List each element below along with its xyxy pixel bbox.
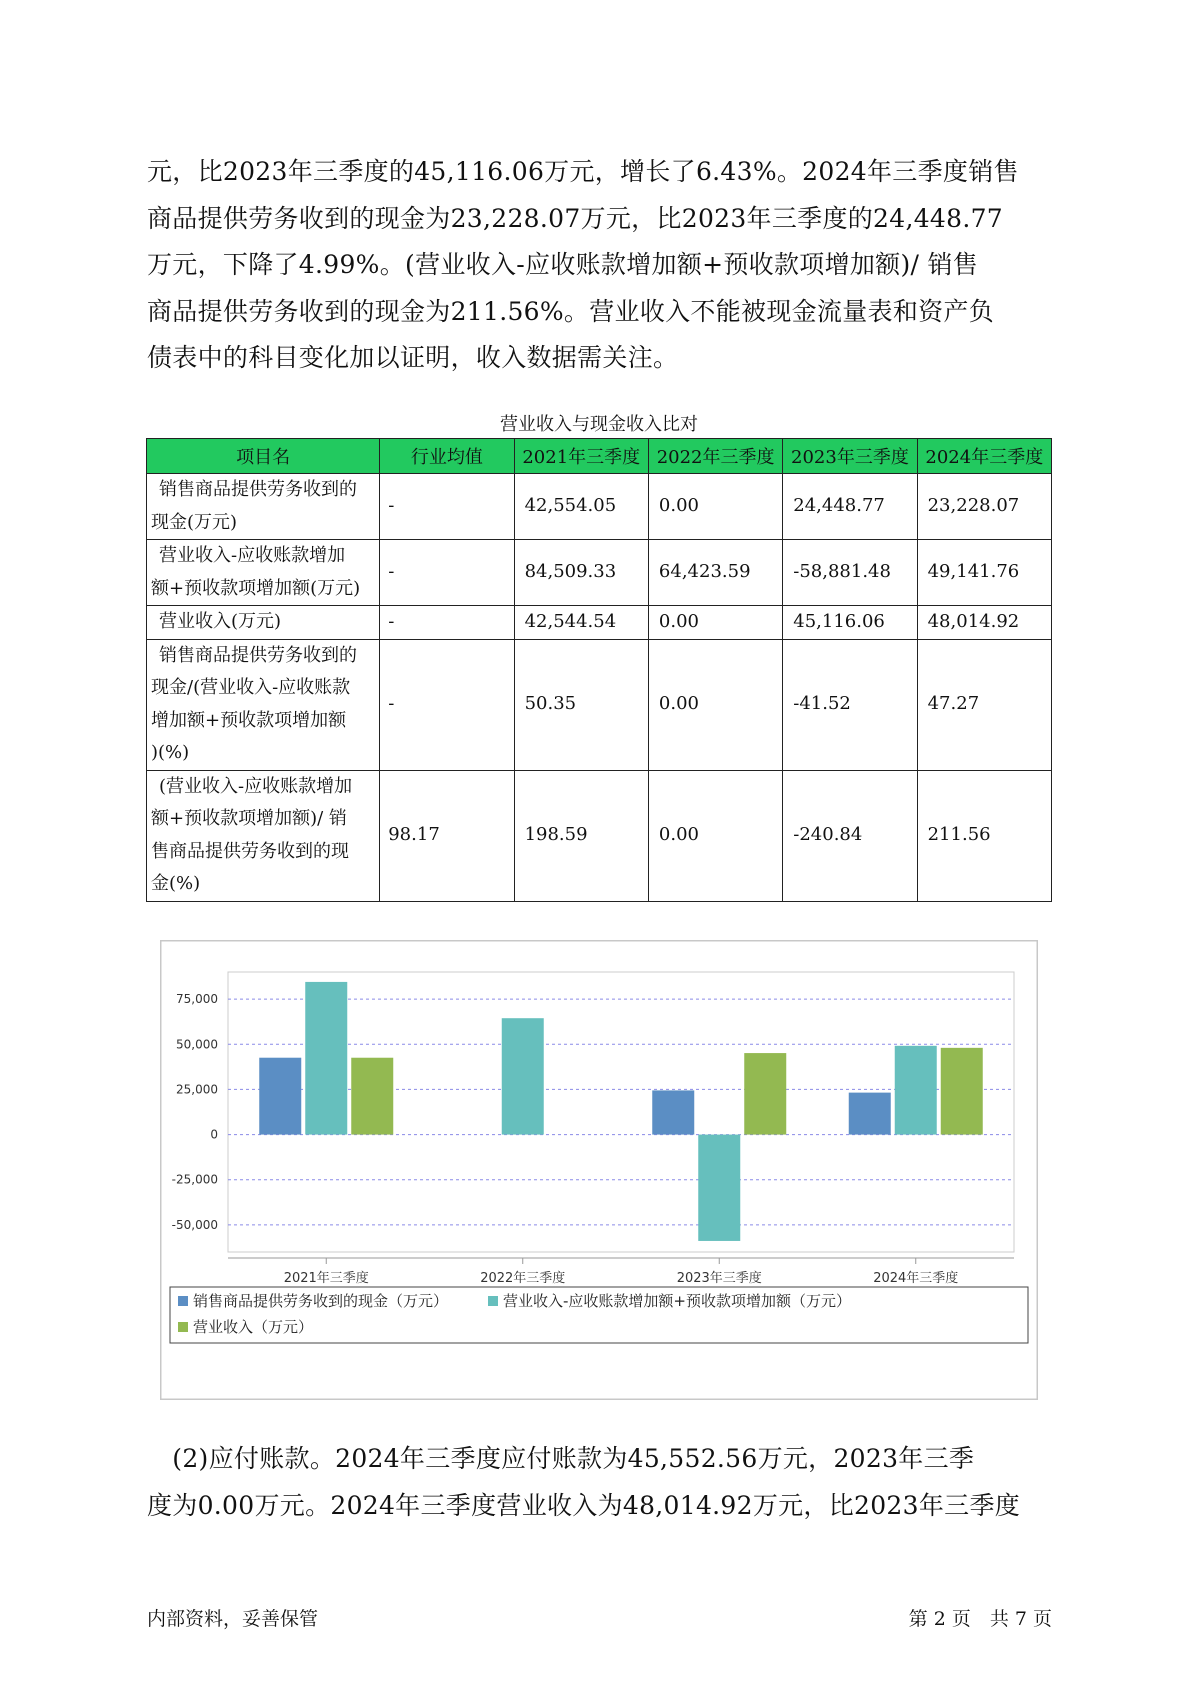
table-header-cell: 2021年三季度 xyxy=(514,439,648,474)
paragraph-line: 商品提供劳务收到的现金为211.56%。营业收入不能被现金流量表和资产负 xyxy=(147,296,995,326)
table-value-cell: 0.00 xyxy=(648,639,782,770)
row-name-line: 增加额+预收款项增加额 xyxy=(151,709,347,731)
footer-confidential-note: 内部资料，妥善保管 xyxy=(147,1608,319,1630)
footer-page-number: 第 2 页 共 7 页 xyxy=(908,1608,1052,1630)
paragraph-line: 债表中的科目变化加以证明，收入数据需关注。 xyxy=(147,343,679,372)
row-name-line: 销售商品提供劳务收到的 xyxy=(159,644,357,666)
row-name-line: 营业收入-应收账款增加 xyxy=(159,545,346,566)
table-value-cell: 48,014.92 xyxy=(917,606,1051,640)
row-name-line: 额+预收款项增加额(万元) xyxy=(151,577,361,599)
table-value-cell: 98.17 xyxy=(380,770,514,901)
table-row xyxy=(147,474,1052,540)
legend-swatch xyxy=(178,1322,188,1332)
paragraph-line: 度为0.00万元。2024年三季度营业收入为48,014.92万元，比2023年三季度 xyxy=(147,1490,1021,1520)
table-row xyxy=(147,606,1052,640)
table-value-cell: 50.35 xyxy=(514,639,648,770)
y-tick-label: -50,000 xyxy=(171,1217,218,1232)
table-value-cell: 23,228.07 xyxy=(917,474,1051,540)
x-tick-label: 2024年三季度 xyxy=(873,1271,959,1286)
bar xyxy=(744,1053,786,1135)
row-name-line: )(%) xyxy=(151,742,190,763)
y-tick-label: 0 xyxy=(210,1127,218,1142)
bar xyxy=(941,1048,983,1135)
row-name-cell xyxy=(147,770,380,901)
bar xyxy=(351,1058,393,1135)
x-tick-label: 2021年三季度 xyxy=(283,1271,369,1286)
table-value-cell: 211.56 xyxy=(917,770,1051,901)
bar xyxy=(502,1018,544,1134)
bar xyxy=(259,1058,301,1135)
table-value-cell: 45,116.06 xyxy=(783,606,917,640)
row-name-line: 现金/(营业收入-应收账款 xyxy=(151,677,351,698)
table-header-cell: 2022年三季度 xyxy=(648,439,782,474)
table-value-cell: 42,544.54 xyxy=(514,606,648,640)
table-value-cell: 198.59 xyxy=(514,770,648,901)
table-value-cell: 0.00 xyxy=(648,606,782,640)
paragraph-line: 商品提供劳务收到的现金为23,228.07万元，比2023年三季度的24,448.77 xyxy=(147,203,1003,233)
paragraph-line: 万元，下降了4.99%。(营业收入-应收账款增加额+预收款项增加额)/ 销售 xyxy=(147,250,979,279)
table-row xyxy=(147,639,1052,770)
table-value-cell: -58,881.48 xyxy=(783,540,917,606)
bar xyxy=(698,1135,740,1241)
legend-swatch xyxy=(178,1296,188,1306)
table-value-cell: 49,141.76 xyxy=(917,540,1051,606)
paragraph-line: (2)应付账款。2024年三季度应付账款为45,552.56万元，2023年三季 xyxy=(147,1444,975,1473)
row-name-cell xyxy=(147,474,380,540)
table-value-cell: - xyxy=(380,540,514,606)
table-value-cell: 0.00 xyxy=(648,474,782,540)
row-name-line: (营业收入-应收账款增加 xyxy=(159,775,353,797)
body-paragraph-1 xyxy=(147,149,1051,382)
row-name-line: 额+预收款项增加额)/ 销 xyxy=(151,808,347,829)
table-value-cell: 47.27 xyxy=(917,639,1051,770)
y-tick-label: 50,000 xyxy=(176,1037,218,1052)
row-name-line: 金(%) xyxy=(151,873,201,894)
row-name-line: 现金(万元) xyxy=(151,511,238,533)
table-value-cell: - xyxy=(380,474,514,540)
table-value-cell: 42,554.05 xyxy=(514,474,648,540)
table-row xyxy=(147,770,1052,901)
table-header-cell: 行业均值 xyxy=(380,439,514,474)
bar xyxy=(895,1046,937,1135)
table-value-cell: 24,448.77 xyxy=(783,474,917,540)
body-paragraph-2 xyxy=(147,1436,1051,1529)
legend-label: 营业收入（万元） xyxy=(193,1318,314,1336)
table-title: 营业收入与现金收入比对 xyxy=(500,414,698,435)
x-tick-label: 2022年三季度 xyxy=(480,1271,566,1286)
y-tick-label: 75,000 xyxy=(176,992,218,1007)
bar xyxy=(849,1093,891,1135)
table-value-cell: -41.52 xyxy=(783,639,917,770)
row-name-cell xyxy=(147,606,380,640)
table-value-cell: 64,423.59 xyxy=(648,540,782,606)
paragraph-line: 元，比2023年三季度的45,116.06万元，增长了6.43%。2024年三季度销售 xyxy=(147,157,1019,186)
x-tick-label: 2023年三季度 xyxy=(676,1271,762,1286)
table-header-cell: 2023年三季度 xyxy=(783,439,917,474)
table-value-cell: -240.84 xyxy=(783,770,917,901)
row-name-cell xyxy=(147,639,380,770)
table-value-cell: 0.00 xyxy=(648,770,782,901)
table-header-cell: 2024年三季度 xyxy=(917,439,1051,474)
y-tick-label: -25,000 xyxy=(171,1172,218,1187)
legend-label: 营业收入-应收账款增加额+预收款项增加额（万元） xyxy=(503,1292,851,1310)
bar-chart xyxy=(160,940,1038,1400)
row-name-line: 销售商品提供劳务收到的 xyxy=(159,479,357,500)
table-header-row xyxy=(147,439,1052,474)
legend-label: 销售商品提供劳务收到的现金（万元） xyxy=(193,1292,449,1310)
comparison-table xyxy=(146,438,1052,902)
table-value-cell: - xyxy=(380,606,514,640)
bar xyxy=(305,982,347,1135)
table-value-cell: - xyxy=(380,639,514,770)
row-name-cell xyxy=(147,540,380,606)
row-name-line: 售商品提供劳务收到的现 xyxy=(151,840,349,862)
bar xyxy=(652,1090,694,1134)
row-name-line: 营业收入(万元) xyxy=(159,611,282,632)
table-row xyxy=(147,540,1052,606)
legend-swatch xyxy=(488,1296,498,1306)
table-value-cell: 84,509.33 xyxy=(514,540,648,606)
y-tick-label: 25,000 xyxy=(176,1082,218,1097)
table-header-cell: 项目名 xyxy=(147,439,380,474)
